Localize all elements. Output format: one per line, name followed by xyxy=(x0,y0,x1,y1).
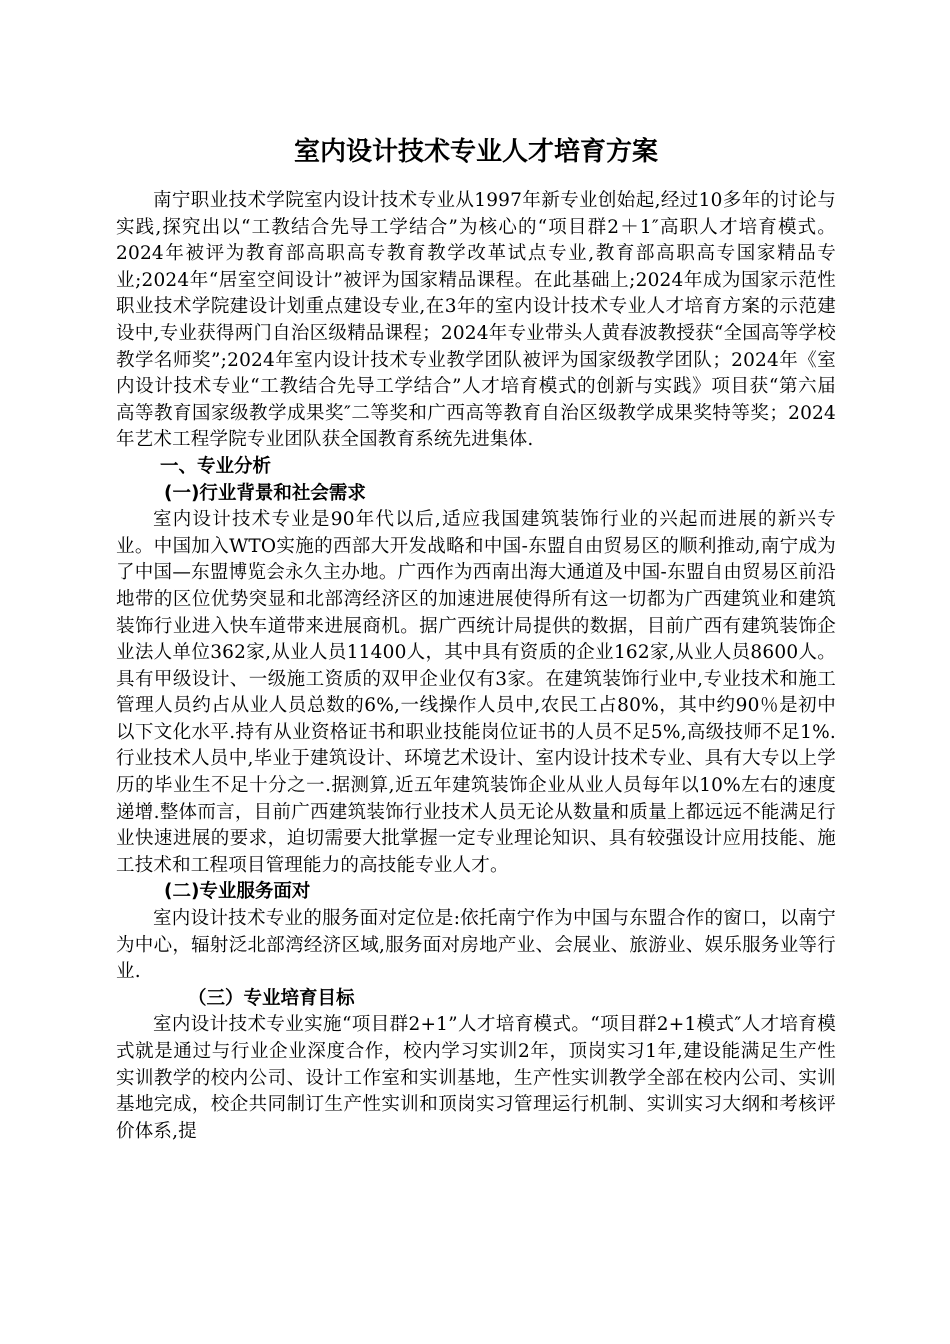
subsection-heading-industry: (一)行业背景和社会需求 xyxy=(164,482,366,504)
intro-paragraph: 南宁职业技术学院室内设计技术专业从1997年新专业创始起,经过10多年的讨论与实践,探究出以“工教结合先导工学结合”为核心的“项目群2＋1″高职人才培育模式。2024年被评为教育部高职高专教育教学改革试点专业,教育部高职高专国家精品专业;2024年“居室空间设计”被评为国家精品课程。在此基础上;2024年成为国家示范性职业技术学院建设计划重点建设专业,在3年的室内设计技术专业人才培育方案的示范建设中,专业获得两门自治区级精品课程；2024年专业带头人黄春波教授获“全国高等学校教学名师奖”;2024年室内设计技术专业教学团队被评为国家级教学团队；2024年《室内设计技术专业“工教结合先导工学结合”人才培育模式的创新与实践》项目获“第六届高等教育国家级教学成果奖″二等奖和广西高等教育自治区级教学成果奖特等奖；2024年艺术工程学院专业团队获全国教育系统先进集体. xyxy=(116,190,836,451)
section-heading-analysis: 一、专业分析 xyxy=(160,455,272,477)
goals-paragraph: 室内设计技术专业实施“项目群2+1”人才培育模式。“项目群2+1模式″人才培育模式就是通过与行业企业深度合作，校内学习实训2年，顶岗实习1年,建设能满足生产性实训教学的校内公司、设计工作室和实训基地，生产性实训教学全部在校内公司、实训基地完成，校企共同制订生产性实训和顶岗实习管理运行机制、实训实习大纲和考核评价体系,提 xyxy=(116,1014,836,1142)
service-paragraph: 室内设计技术专业的服务面对定位是:依托南宁作为中国与东盟合作的窗口，以南宁为中心，辐射泛北部湾经济区域,服务面对房地产业、会展业、旅游业、娱乐服务业等行业. xyxy=(116,908,836,983)
subsection-heading-service: (二)专业服务面对 xyxy=(164,881,311,903)
industry-paragraph: 室内设计技术专业是90年代以后,适应我国建筑装饰行业的兴起而进展的新兴专业。中国加入WTO实施的西部大开发战略和中国-东盟自由贸易区的顺利推动,南宁成为了中国—东盟博览会永久主办地。广西作为西南出海大通道及中国-东盟自由贸易区前沿地带的区位优势突显和北部湾经济区的加速进展使得所有这一切都为广西建筑业和建筑装饰行业进入快车道带来进展商机。据广西统计局提供的数据，目前广西有建筑装饰企业法人单位362家,从业人员11400人，其中具有资质的企业162家,从业人员8600人。具有甲级设计、一级施工资质的双甲企业仅有3家。在建筑装饰行业中,专业技术和施工管理人员约占从业人员总数的6%,一线操作人员中,农民工占80%，其中约90％是初中以下文化水平.持有从业资格证书和职业技能岗位证书的人员不足5%,高级技师不足1%.行业技术人员中,毕业于建筑设计、环境艺术设计、室内设计技术专业、具有大专以上学历的毕业生不足十分之一.据测算,近五年建筑装饰企业从业人员每年以10%左右的速度递增.整体而言，目前广西建筑装饰行业技术人员无论从数量和质量上都远远不能满足行业快速进展的要求，迫切需要大批掌握一定专业理论知识、具有较强设计应用技能、施工技术和工程项目管理能力的高技能专业人才。 xyxy=(116,509,836,876)
document-body xyxy=(116,128,836,1145)
subsection-heading-goals: （三）专业培育目标 xyxy=(188,987,355,1009)
document-title: 室内设计技术专业人才培育方案 xyxy=(293,137,658,167)
